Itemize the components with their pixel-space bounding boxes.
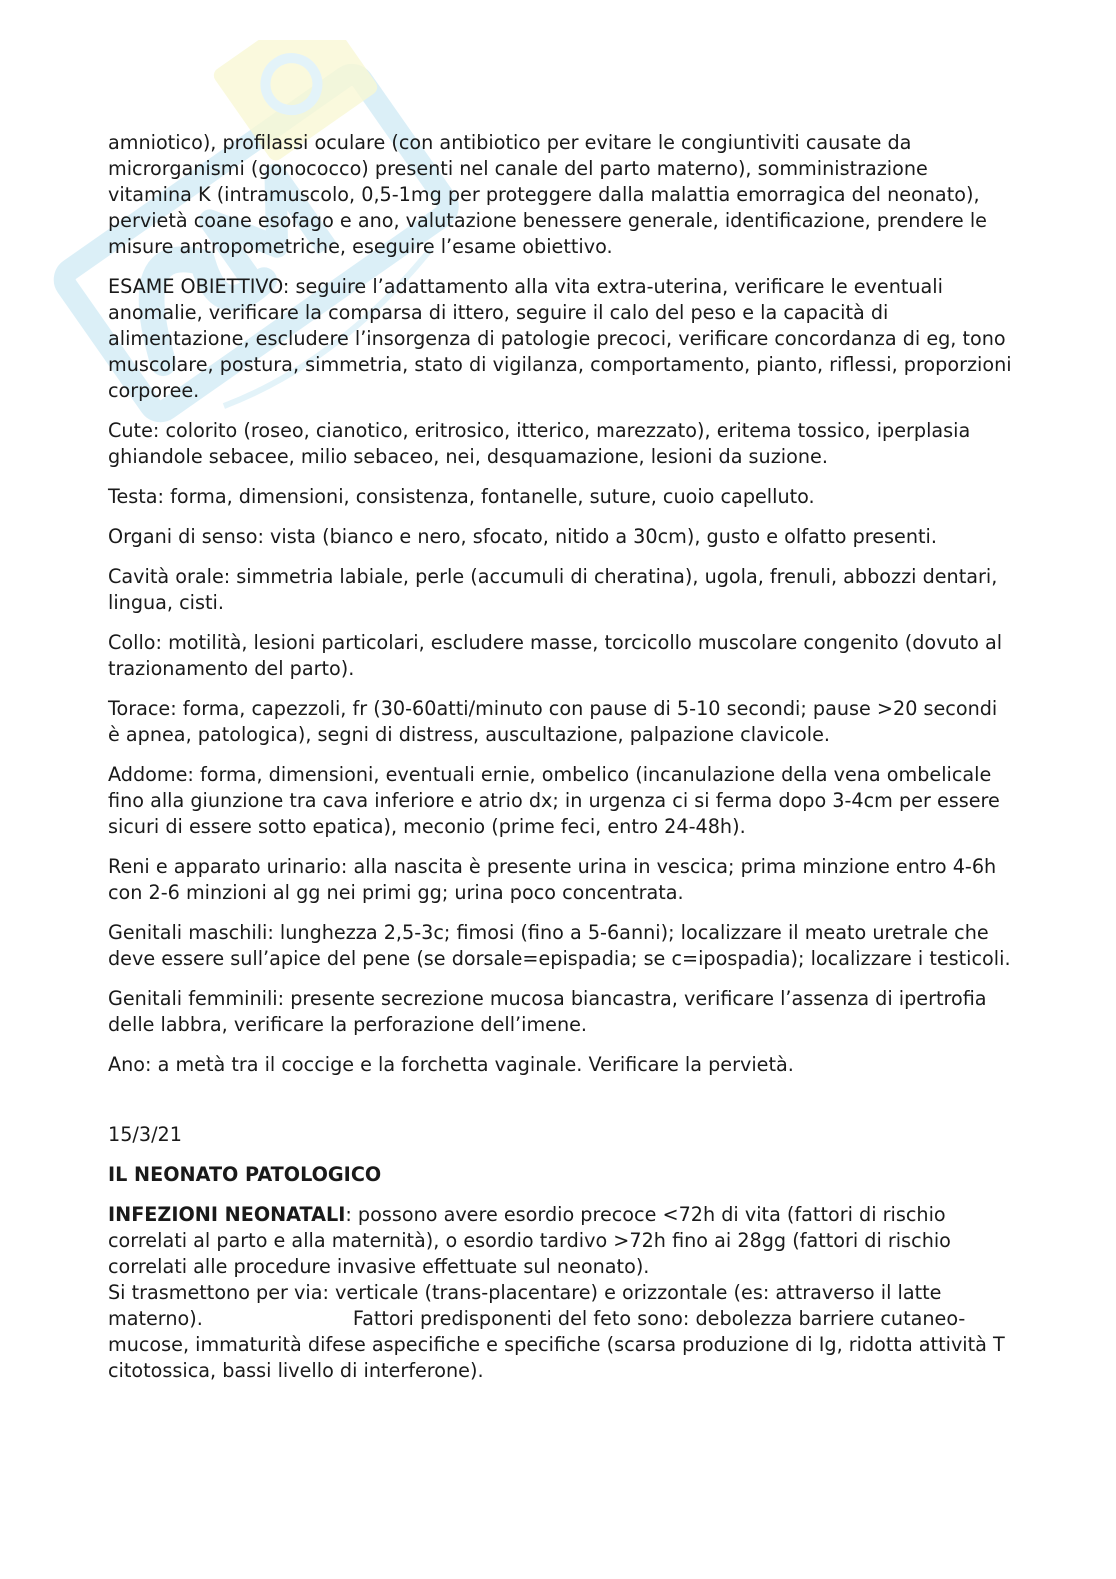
paragraph-genitali-maschili: Genitali maschili: lunghezza 2,5-3c; fimosi (fino a 5-6anni); localizzare il meato uretrale che deve essere sull’apice del pene (se dorsale=epispadia; se c=ipospadia); localizzare i testicoli. [108,921,1011,970]
fattori-predisponenti-text: Fattori predisponenti del feto sono: debolezza barriere cutaneo-mucose, immaturità difese aspecifiche e specifiche (scarsa produzione di Ig, ridotta attività T citotossica, bassi livello di interferone). [108,1307,1005,1382]
infezioni-term: INFEZIONI NEONATALI [108,1203,346,1226]
paragraph-trasmissione [108,1280,1013,1384]
paragraph-cavita-orale: Cavità orale: simmetria labiale, perle (accumuli di cheratina), ugola, frenuli, abbozzi dentari, lingua, cisti. [108,565,998,614]
paragraph-addome: Addome: forma, dimensioni, eventuali ernie, ombelico (incanulazione della vena ombelicale fino alla giunzione tra cava inferiore e atrio dx; in urgenza ci si ferma dopo 3-4cm per essere sicuri di essere sotto epatica), meconio (prime feci, entro 24-48h). [108,763,1000,838]
paragraph-testa: Testa: forma, dimensioni, consistenza, fontanelle, suture, cuoio capelluto. [108,485,815,508]
document-body [108,130,1013,1384]
paragraph-ano: Ano: a metà tra il coccige e la forchetta vaginale. Verificare la pervietà. [108,1053,794,1076]
section-title: IL NEONATO PATOLOGICO [108,1163,382,1186]
paragraph-torace: Torace: forma, capezzoli, fr (30-60atti/minuto con pause di 5-10 secondi; pause >20 secondi è apnea, patologica), segni di distress, auscultazione, palpazione clavicole. [108,697,998,746]
paragraph-organi-di-senso: Organi di senso: vista (bianco e nero, sfocato, nitido a 30cm), gusto e olfatto presenti. [108,525,937,548]
paragraph-cute: Cute: colorito (roseo, cianotico, eritrosico, itterico, marezzato), eritema tossico, iperplasia ghiandole sebacee, milio sebaceo, nei, desquamazione, lesioni da suzione. [108,419,971,468]
paragraph-collo: Collo: motilità, lesioni particolari, escludere masse, torcicollo muscolare congenito (dovuto al trazionamento del parto). [108,631,1003,680]
paragraph-intro: amniotico), profilassi oculare (con antibiotico per evitare le congiuntiviti causate da microrganismi (gonococco) presenti nel canale del parto materno), somministrazione vitamina K (intramuscolo, 0,5-1mg per proteggere dalla malattia emorragica del neonato), pervietà coane esofago e ano, valutazione benessere generale, identificazione, prendere le misure antropometriche, eseguire l’esame obiettivo. [108,131,987,258]
paragraph-reni: Reni e apparato urinario: alla nascita è presente urina in vescica; prima minzione entro 4-6h con 2-6 minzioni al gg nei primi gg; urina poco concentrata. [108,855,997,904]
infezioni-text: : possono avere esordio precoce <72h di vita (fattori di rischio correlati al parto e alla maternità), o esordio tardivo >72h fino ai 28gg (fattori di rischio correlati alle procedure invasive effettuate sul neonato). [108,1203,951,1278]
paragraph-esame-obiettivo: ESAME OBIETTIVO: seguire l’adattamento alla vita extra-uterina, verificare le eventuali anomalie, verificare la comparsa di ittero, seguire il calo del peso e la capacità di alimentazione, escludere l’insorgenza di patologie precoci, verificare concordanza di eg, tono muscolare, postura, simmetria, stato di vigilanza, comportamento, pianto, riflessi, proporzioni corporee. [108,275,1012,402]
trasmissione-text: Si trasmettono per via: verticale (trans-placentare) e orizzontale (es: attraverso il latte materno). [108,1281,942,1330]
lecture-date: 15/3/21 [108,1123,182,1146]
paragraph-genitali-femminili: Genitali femminili: presente secrezione mucosa biancastra, verificare l’assenza di ipertrofia delle labbra, verificare la perforazione dell’imene. [108,987,987,1036]
paragraph-infezioni [108,1202,1013,1280]
